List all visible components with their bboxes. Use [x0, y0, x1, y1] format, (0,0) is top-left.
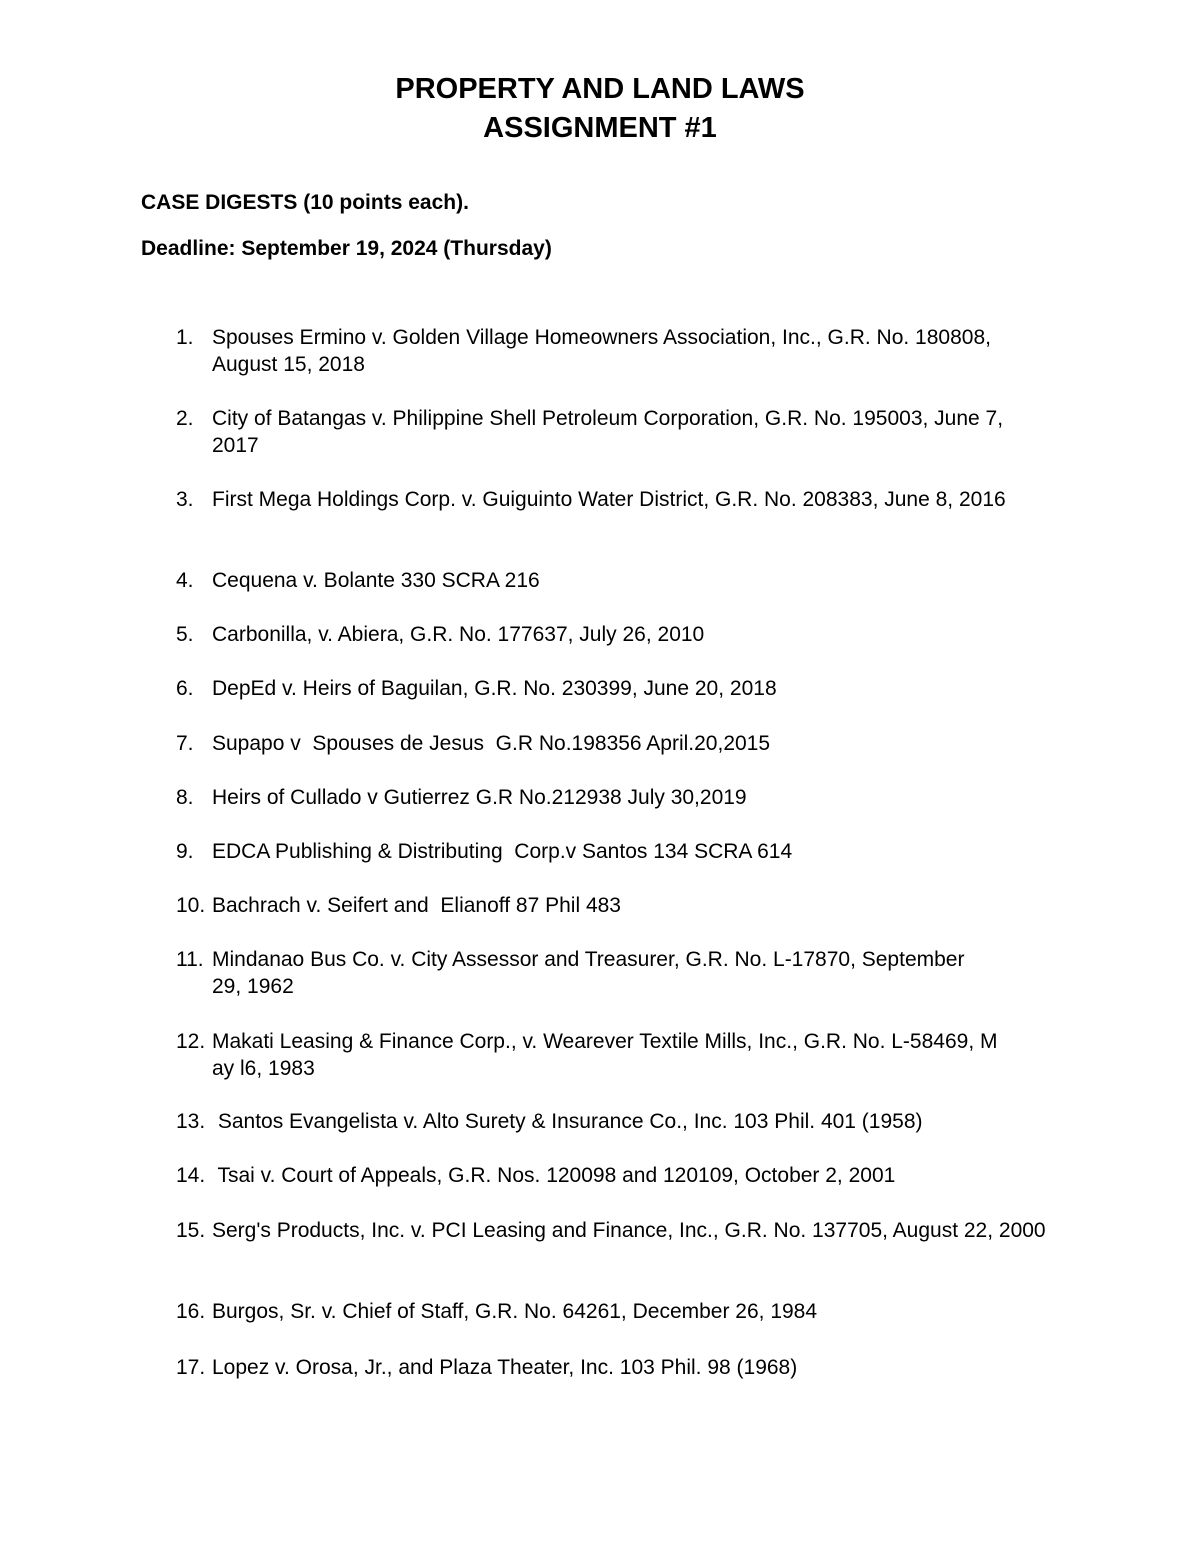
case-citation: Tsai v. Court of Appeals, G.R. Nos. 120098 and 120109, October 2, 2001	[212, 1164, 896, 1187]
section-heading: CASE DIGESTS (10 points each).	[141, 191, 469, 214]
case-number: 12.	[176, 1030, 206, 1053]
case-number: 6.	[176, 677, 194, 700]
case-citation: Bachrach v. Seifert and Elianoff 87 Phil 483	[212, 894, 621, 917]
case-citation: Cequena v. Bolante 330 SCRA 216	[212, 569, 540, 592]
case-number: 10.	[176, 894, 206, 917]
case-citation: Makati Leasing & Finance Corp., v. Wearever Textile Mills, Inc., G.R. No. L-58469, May l6, 1983	[212, 1030, 998, 1080]
case-citation: Mindanao Bus Co. v. City Assessor and Treasurer, G.R. No. L-17870, September 29, 1962	[212, 948, 965, 998]
case-citation: Supapo v Spouses de Jesus G.R No.198356 April.20,2015	[212, 732, 771, 755]
case-number: 14.	[176, 1164, 206, 1187]
assignment-number: ASSIGNMENT #1	[483, 112, 717, 144]
case-number: 15.	[176, 1219, 206, 1242]
case-citation: Santos Evangelista v. Alto Surety & Insurance Co., Inc. 103 Phil. 401 (1958)	[212, 1110, 923, 1133]
case-number: 2.	[176, 407, 194, 430]
case-number: 17.	[176, 1356, 206, 1379]
case-citation: Serg's Products, Inc. v. PCI Leasing and Finance, Inc., G.R. No. 137705, August 22, 2000	[212, 1219, 1046, 1242]
case-number: 1.	[176, 326, 194, 349]
case-number: 16.	[176, 1300, 206, 1323]
case-number: 3.	[176, 488, 194, 511]
case-citation: Lopez v. Orosa, Jr., and Plaza Theater, Inc. 103 Phil. 98 (1968)	[212, 1356, 798, 1379]
case-number: 9.	[176, 840, 194, 863]
case-number: 8.	[176, 786, 194, 809]
case-citation: Spouses Ermino v. Golden Village Homeowners Association, Inc., G.R. No. 180808, August 15, 2018	[212, 326, 991, 376]
case-number: 7.	[176, 732, 194, 755]
case-citation: First Mega Holdings Corp. v. Guiguinto Water District, G.R. No. 208383, June 8, 2016	[212, 488, 1006, 511]
document-title: PROPERTY AND LAND LAWS	[395, 73, 805, 105]
deadline-text: Deadline: September 19, 2024 (Thursday)	[141, 237, 552, 260]
case-citation: EDCA Publishing & Distributing Corp.v Santos 134 SCRA 614	[212, 840, 793, 863]
case-number: 13.	[176, 1110, 206, 1133]
case-citation: City of Batangas v. Philippine Shell Petroleum Corporation, G.R. No. 195003, June 7, 2017	[212, 407, 1004, 457]
case-citation: Carbonilla, v. Abiera, G.R. No. 177637, July 26, 2010	[212, 623, 705, 646]
case-citation: Heirs of Cullado v Gutierrez G.R No.212938 July 30,2019	[212, 786, 747, 809]
case-citation: DepEd v. Heirs of Baguilan, G.R. No. 230399, June 20, 2018	[212, 677, 777, 700]
case-number: 4.	[176, 569, 194, 592]
case-number: 5.	[176, 623, 194, 646]
case-citation: Burgos, Sr. v. Chief of Staff, G.R. No. 64261, December 26, 1984	[212, 1300, 818, 1323]
case-number: 11.	[176, 948, 204, 971]
